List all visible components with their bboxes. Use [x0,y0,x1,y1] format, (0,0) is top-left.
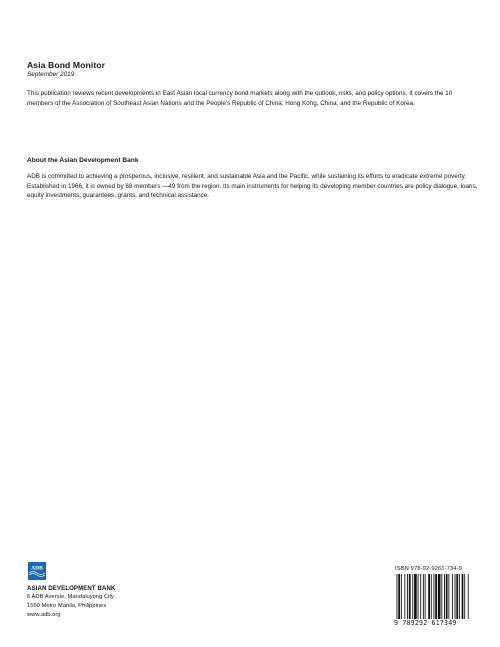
isbn-text: ISBN 978-92-9261-734-9 [395,566,462,572]
barcode-digits: 9 789292 617349 [394,619,457,627]
website-link[interactable]: www.adb.org [27,612,61,618]
barcode-bar [438,574,441,619]
isbn-barcode [396,574,481,619]
barcode-bar [468,574,469,619]
about-heading: About the Asian Development Bank [27,157,139,164]
barcode-bar [425,574,426,619]
barcode-bar [401,574,402,619]
barcode-bar [407,574,408,619]
barcode-bar [418,574,419,619]
barcode-bar [412,574,413,619]
barcode-bar [397,574,398,619]
barcode-bar [455,574,456,619]
barcode-bar [444,574,445,619]
barcode-bar [433,574,434,619]
publication-date: September 2019 [27,71,75,78]
adb-logo-text: ADB [31,565,43,572]
barcode-bar [435,574,437,619]
barcode-bar [420,574,421,619]
barcode-bar [452,574,453,619]
organization-name: ASIAN DEVELOPMENT BANK [27,585,116,592]
barcode-bar [398,574,400,619]
barcode-bar [448,574,449,619]
adb-logo-icon [28,562,46,580]
barcode-bar [414,574,417,619]
address-line-1: 6 ADB Avenue, Mandaluyong City [27,594,114,600]
barcode-bar [431,574,432,619]
barcode-bar [409,574,411,619]
barcode-bar [459,574,460,619]
publication-title: Asia Bond Monitor [27,60,106,70]
barcode-bar [456,574,458,619]
barcode-bar [462,574,464,619]
about-text: ADB is committed to achieving a prosperous, inclusive, resilient, and sustainable Asia and the Pacific, while sustaining its efforts to eradicate extreme poverty. Established in 1966, it is owned by 68 members —49 from the region. Its main instruments for helping its developing member countries are policy dialogue, loans, equity investments, guarantees, grants, and technical assistance. [27,173,478,200]
address-line-2: 1550 Metro Manila, Philippines [27,603,107,609]
barcode-bar [404,574,405,619]
barcode-bar [446,574,448,619]
barcode-bar [428,574,430,619]
barcode-bar [423,574,424,619]
barcode-bar [464,574,465,619]
barcode-bar [441,574,442,619]
publication-summary: This publication reviews recent developments in East Asian local currency bond markets along with the outlook, risks, and policy options. It covers the 10 members of the Association of Southeast Asian Nations and the People’s Republic of China; Hong Kong, China; and the Republic of Korea. [27,90,453,107]
